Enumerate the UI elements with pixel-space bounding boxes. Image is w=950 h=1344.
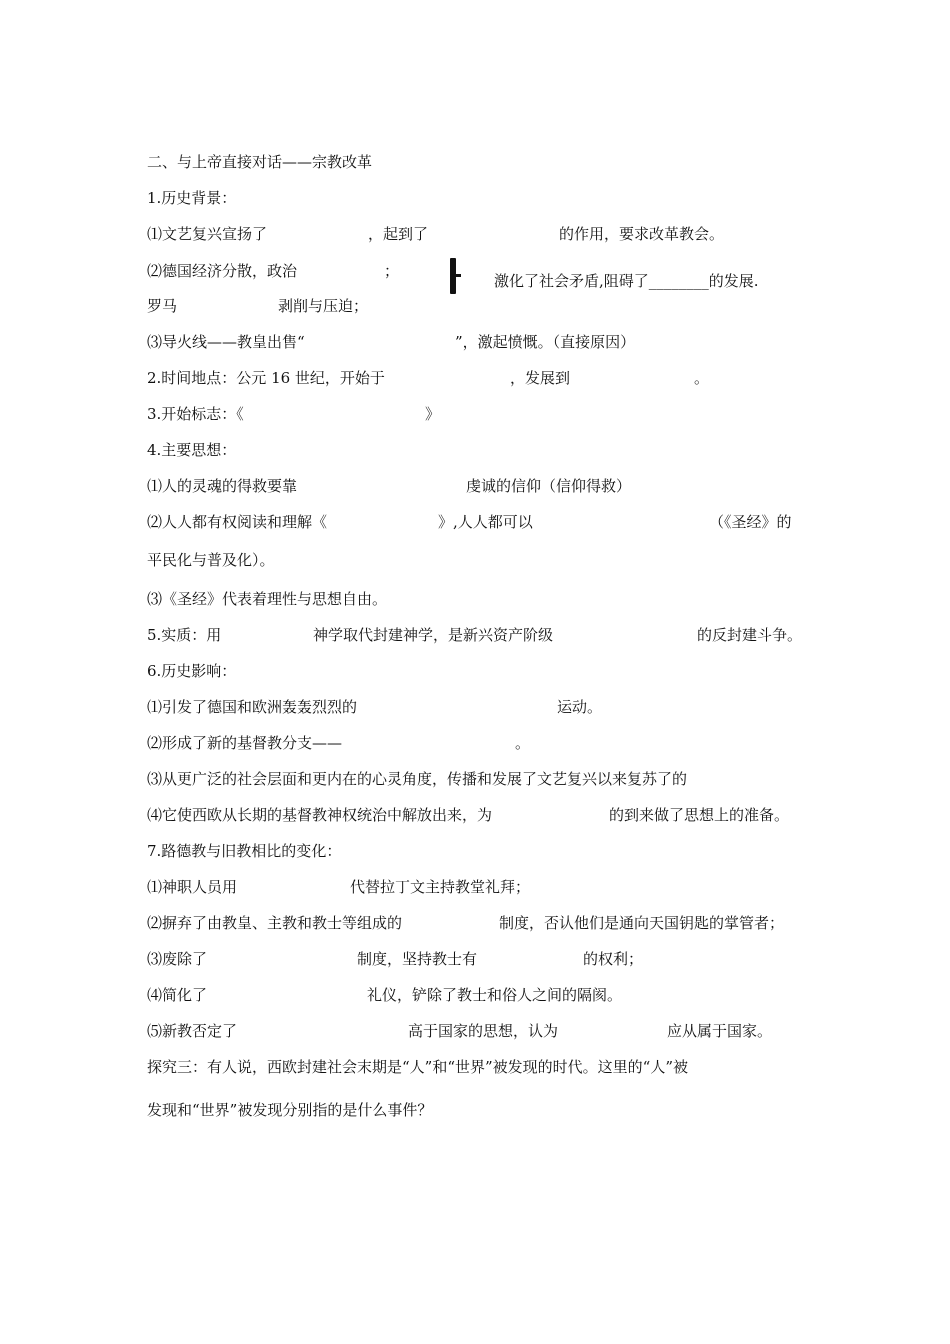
line-4-2-continued: 平民化与普及化）。 <box>147 551 275 569</box>
line-1-3-part-b: ”，激起愤慨。（直接原因） <box>455 333 636 351</box>
line-7-5-part-b: 高于国家的思想，认为 <box>408 1022 559 1040</box>
line-1-2-part-c: 激化了社会矛盾,阻碍了________的发展. <box>494 272 759 290</box>
line-7-5-part-a: ⑸新教否定了 <box>147 1022 238 1040</box>
line-7-2-part-a: ⑵摒弃了由教皇、主教和教士等组成的 <box>147 914 403 932</box>
item-5-part-c: 的反封建斗争。 <box>697 626 803 644</box>
inquiry-3-question: 探究三：有人说，西欧封建社会末期是“人”和“世界”被发现的时代。这里的“人”被 <box>147 1058 689 1076</box>
line-7-4-part-b: 礼仪，铲除了教士和俗人之间的隔阂。 <box>367 986 623 1004</box>
section-heading: 二、与上帝直接对话——宗教改革 <box>147 153 373 171</box>
line-7-3-part-a: ⑶废除了 <box>147 950 208 968</box>
item-3-part-a: 3.开始标志：《 <box>147 405 244 423</box>
line-6-2-part-a: ⑵形成了新的基督教分支—— <box>147 734 343 752</box>
line-4-2-part-b: 》,人人都可以 <box>438 513 533 531</box>
line-4-1-part-b: 虔诚的信仰（信仰得救） <box>466 477 632 495</box>
line-6-2-part-b: 。 <box>515 734 531 752</box>
line-1-2-part-b: ； <box>384 262 400 280</box>
item-7-heading: 7.路德教与旧教相比的变化： <box>147 842 342 860</box>
inquiry-3-question-continued: 发现和“世界”被发现分别指的是什么事件？ <box>147 1101 433 1119</box>
line-1-2b-part-a: 罗马 <box>147 297 178 315</box>
line-4-1-part-a: ⑴人的灵魂的得救要靠 <box>147 477 298 495</box>
item-1-heading: 1.历史背景： <box>147 189 237 207</box>
item-2-part-c: 。 <box>694 369 710 387</box>
line-7-3-part-c: 的权利； <box>583 950 644 968</box>
item-2-part-a: 2.时间地点：公元 16 世纪，开始于 <box>147 369 385 387</box>
line-6-4-part-b: 的到来做了思想上的准备。 <box>609 806 790 824</box>
line-7-5-part-c: 应从属于国家。 <box>667 1022 773 1040</box>
line-4-3: ⑶《圣经》代表着理性与思想自由。 <box>147 590 388 608</box>
line-4-2-part-a: ⑵人人都有权阅读和理解《 <box>147 513 328 531</box>
line-7-3-part-b: 制度，坚持教士有 <box>357 950 478 968</box>
line-1-3-part-a: ⑶导火线——教皇出售“ <box>147 333 305 351</box>
item-4-heading: 4.主要思想： <box>147 441 237 459</box>
item-5-part-a: 5.实质：用 <box>147 626 222 644</box>
line-1-1-part-c: 的作用，要求改革教会。 <box>559 225 725 243</box>
item-2-part-b: ，发展到 <box>510 369 571 387</box>
line-4-2-part-c: （《圣经》的 <box>709 513 792 531</box>
item-6-heading: 6.历史影响： <box>147 662 237 680</box>
line-6-1-part-a: ⑴引发了德国和欧洲轰轰烈烈的 <box>147 698 358 716</box>
line-7-2-part-b: 制度，否认他们是通向天国钥匙的掌管者； <box>499 914 785 932</box>
line-7-4-part-a: ⑷简化了 <box>147 986 208 1004</box>
line-1-2b-part-b: 剥削与压迫； <box>278 297 369 315</box>
item-3-part-b: 》 <box>425 405 441 423</box>
line-7-1-part-b: 代替拉丁文主持教堂礼拜； <box>350 878 531 896</box>
line-7-1-part-a: ⑴神职人员用 <box>147 878 238 896</box>
item-5-part-b: 神学取代封建神学，是新兴资产阶级 <box>313 626 554 644</box>
line-1-1-part-b: ，起到了 <box>368 225 429 243</box>
line-6-3: ⑶从更广泛的社会层面和更内在的心灵角度，传播和发展了文艺复兴以来复苏了的 <box>147 770 688 788</box>
line-1-1-part-a: ⑴文艺复兴宣扬了 <box>147 225 268 243</box>
line-1-2-part-a: ⑵德国经济分散，政治 <box>147 262 298 280</box>
brace-bracket-mark <box>446 258 458 294</box>
line-6-4-part-a: ⑷它使西欧从长期的基督教神权统治中解放出来，为 <box>147 806 493 824</box>
line-6-1-part-b: 运动。 <box>557 698 603 716</box>
